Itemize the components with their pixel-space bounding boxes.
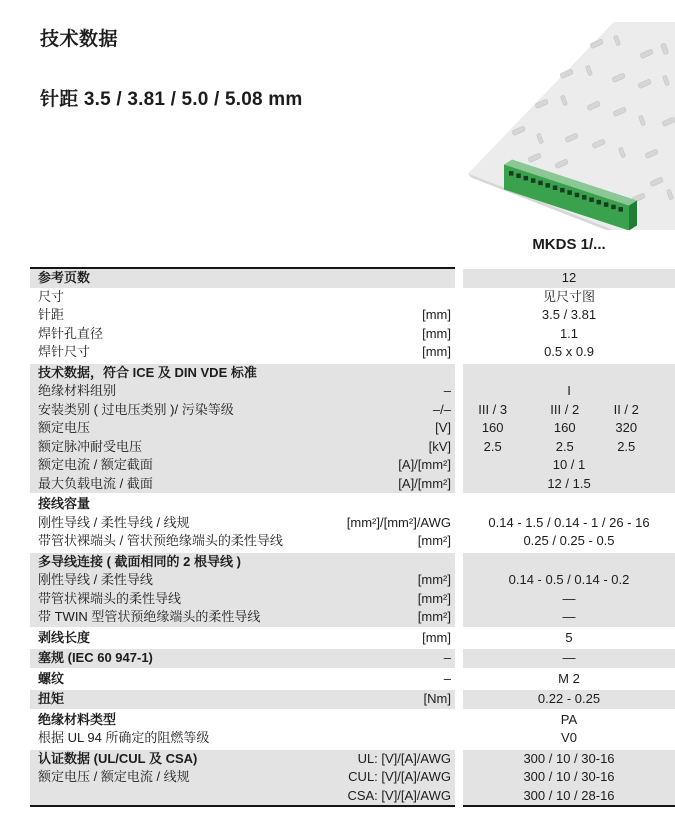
row-value: 见尺寸图 (542, 288, 595, 304)
table-row (30, 419, 675, 438)
row-value: M 2 (558, 670, 580, 686)
row-values (463, 419, 675, 438)
table-section-row (30, 495, 675, 514)
row-label: 焊针孔直径 (38, 325, 104, 341)
row-value: 300 / 10 / 30-16 (463, 768, 675, 787)
row-unit: [mm²] (417, 609, 451, 624)
row-unit: [mm²] (417, 533, 451, 548)
row-label: 多导线连接 ( 截面相同的 2 根导线 ) (38, 553, 241, 569)
table-row (30, 768, 675, 787)
row-value: 3.5 / 3.81 (541, 307, 597, 322)
row-label: 认证数据 (UL/CUL 及 CSA) (38, 750, 198, 766)
row-value: 2.5 (617, 438, 636, 454)
row-label: 额定脉冲耐受电压 (38, 438, 143, 454)
row-unit: [kV] (428, 438, 451, 454)
table-bottom-border (30, 805, 675, 807)
row-label: 额定电压 (38, 420, 91, 435)
row-value: 320 (615, 420, 638, 435)
row-value: 2.5 (483, 438, 502, 454)
table-row (30, 670, 675, 689)
page-subtitle: 针距 3.5 / 3.81 / 5.0 / 5.08 mm (40, 89, 303, 110)
row-label: 带 TWIN 型管状预绝缘端头的柔性导线 (38, 609, 261, 624)
row-value: III / 3 (478, 401, 508, 417)
table-row (30, 750, 675, 769)
row-value: — (463, 590, 675, 609)
row-unit: [mm] (422, 325, 451, 341)
row-label: 技术数据，符合 ICE 及 DIN VDE 标准 (38, 364, 257, 380)
table-row (30, 343, 675, 362)
technical-data-table (30, 267, 675, 807)
row-value (463, 553, 675, 572)
table-row (30, 571, 675, 590)
row-label: 绝缘材料组别 (38, 383, 117, 398)
row-unit: CSA: [V]/[A]/AWG (347, 787, 451, 803)
row-value: 0.14 - 0.5 / 0.14 - 0.2 (463, 571, 675, 590)
row-unit: – (443, 670, 451, 686)
row-value: V0 (561, 730, 577, 745)
row-label: 安装类别 ( 过电压类别 )/ 污染等级 (38, 401, 234, 417)
row-value: 0.14 - 1.5 / 0.14 - 1 / 26 - 16 (488, 514, 650, 530)
row-value: I (463, 382, 675, 401)
row-label: 带管状裸端头的柔性导线 (38, 590, 182, 606)
row-label: 根据 UL 94 所确定的阻燃等级 (38, 730, 210, 745)
table-row (30, 711, 675, 730)
row-unit: [Nm] (423, 691, 451, 706)
row-unit: [mm²] (417, 590, 451, 606)
table-row (30, 456, 675, 475)
row-label: 最大负载电流 / 截面 (38, 475, 153, 491)
row-value: 5 (565, 629, 573, 645)
row-value: 0.5 x 0.9 (544, 344, 594, 359)
row-value: III / 2 (550, 401, 580, 417)
row-value: 10 / 1 (463, 456, 675, 475)
row-label: 刚性导线 / 柔性导线 (38, 572, 153, 587)
row-unit: [A]/[mm²] (398, 475, 451, 491)
table-row (30, 514, 675, 533)
table-row (30, 690, 675, 709)
table-row (30, 729, 675, 748)
row-label: 扭矩 (38, 691, 65, 706)
row-label: 针距 (38, 307, 65, 322)
row-value: 12 / 1.5 (463, 475, 675, 494)
row-label: 刚性导线 / 柔性导线 / 线规 (38, 514, 190, 530)
table-row (30, 438, 675, 457)
table-row (30, 382, 675, 401)
row-value: 300 / 10 / 30-16 (463, 750, 675, 769)
row-label: 剥线长度 (38, 629, 91, 645)
row-unit: [A]/[mm²] (398, 457, 451, 472)
row-values (463, 438, 675, 457)
table-row (30, 590, 675, 609)
row-value (463, 364, 675, 383)
row-unit: [mm²]/[mm²]/AWG (346, 514, 451, 530)
table-section-row (30, 553, 675, 572)
row-label: 焊针尺寸 (38, 344, 91, 359)
row-unit: [V] (435, 420, 451, 435)
row-unit: – (443, 650, 451, 665)
row-label: 带管状裸端头 / 管状预绝缘端头的柔性导线 (38, 533, 283, 548)
row-unit: [mm²] (417, 572, 451, 587)
row-label: 额定电流 / 额定截面 (38, 457, 153, 472)
row-label: 螺纹 (38, 670, 65, 686)
row-label: 尺寸 (38, 288, 65, 304)
row-value: — (463, 608, 675, 627)
row-value: 1.1 (559, 325, 579, 341)
row-values (463, 401, 675, 420)
table-row (30, 306, 675, 325)
table-row (30, 787, 675, 806)
product-image-pcb-terminal-block (440, 22, 675, 230)
table-row (30, 288, 675, 307)
row-label: 参考页数 (38, 270, 91, 285)
table-row (30, 325, 675, 344)
table-row (30, 608, 675, 627)
row-unit: [mm] (422, 629, 451, 645)
row-value: II / 2 (613, 401, 639, 417)
page-title: 技术数据 (40, 29, 119, 50)
row-label: 塞规 (IEC 60 947-1) (38, 650, 153, 665)
row-unit: [mm] (422, 307, 451, 322)
row-unit: CUL: [V]/[A]/AWG (348, 769, 451, 784)
table-row (30, 629, 675, 648)
row-value: PA (560, 711, 578, 727)
row-value: 12 (463, 269, 675, 288)
row-unit: –/– (432, 401, 451, 417)
row-unit: UL: [V]/[A]/AWG (357, 750, 451, 766)
row-value: 0.22 - 0.25 (463, 690, 675, 709)
table-row (30, 532, 675, 551)
table-row (30, 401, 675, 420)
row-label: 额定电压 / 额定电流 / 线规 (38, 769, 190, 784)
row-value: — (463, 649, 675, 668)
product-column-header: MKDS 1/... (532, 236, 606, 253)
row-label: 接线容量 (38, 496, 91, 511)
row-value: 300 / 10 / 28-16 (463, 787, 675, 806)
row-unit: [mm] (422, 344, 451, 359)
table-row (30, 649, 675, 668)
row-value: 160 (553, 420, 576, 435)
table-row (30, 269, 675, 288)
table-section-row (30, 364, 675, 383)
row-unit: – (443, 383, 451, 398)
row-value: 2.5 (555, 438, 574, 454)
row-label: 绝缘材料类型 (38, 711, 117, 727)
row-value (463, 495, 675, 514)
row-value: 0.25 / 0.25 - 0.5 (523, 533, 615, 548)
table-row (30, 475, 675, 494)
row-value: 160 (481, 420, 504, 435)
